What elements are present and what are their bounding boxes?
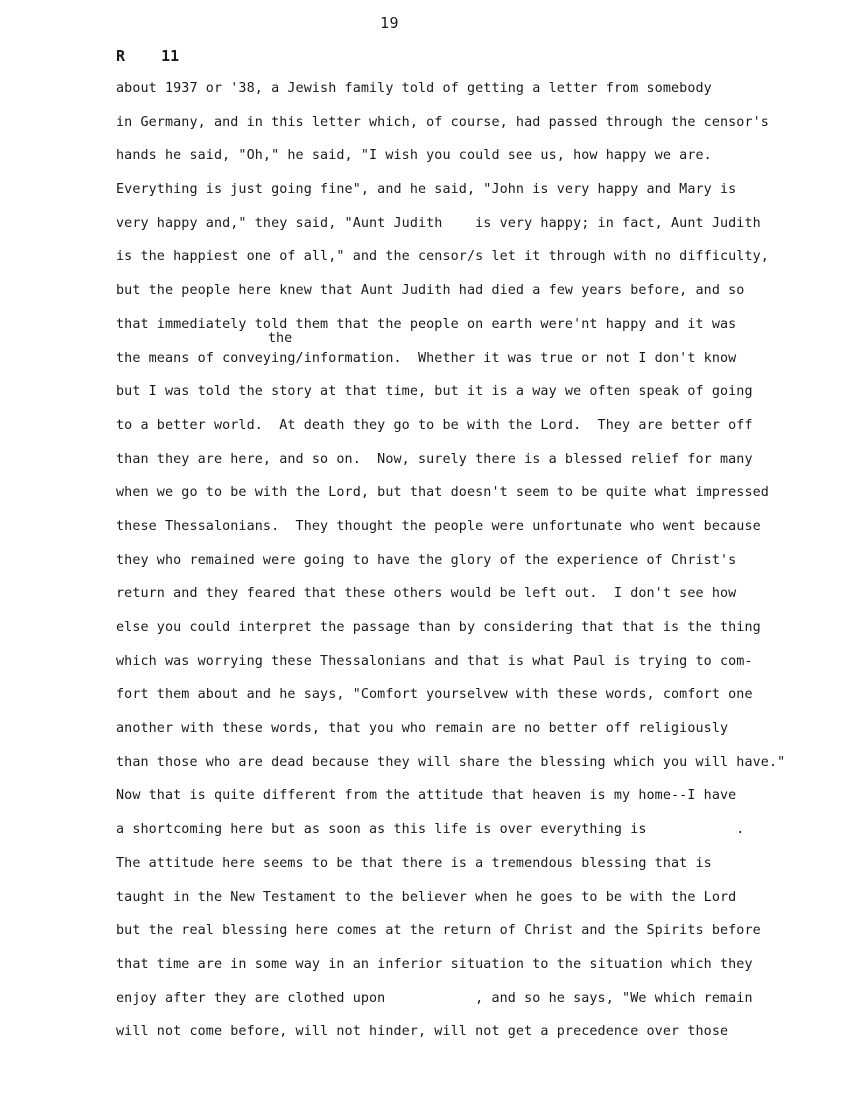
text-line: but the people here knew that Aunt Judith had died a few years before, and so [116, 283, 745, 299]
text-line: return and they feared that these others would be left out. I don't see how [116, 586, 737, 602]
text-line: The attitude here seems to be that there is a tremendous blessing that is [116, 855, 712, 871]
text-line: will not come before, will not hinder, will not get a precedence over those [116, 1024, 729, 1040]
text-line: that immediately told them that the people on earth were'nt happy and it was [116, 316, 737, 332]
text-line: another with these words, that you who remain are no better off religiously [116, 721, 729, 737]
text-line: a shortcoming here but as soon as this life is over everything is . [116, 822, 745, 838]
text-line: they who remained were going to have the glory of the experience of Christ's [116, 552, 737, 568]
text-line: when we go to be with the Lord, but that doesn't seem to be quite what impressed [116, 485, 769, 501]
text-line: the means of conveying/information. Whether it was true or not I don't know [116, 350, 737, 366]
text-line: fort them about and he says, "Comfort yourselvew with these words, comfort one [116, 687, 753, 703]
text-line: but I was told the story at that time, but it is a way we often speak of going [116, 384, 753, 400]
text-line: enjoy after they are clothed upon , and so he says, "We which remain [116, 990, 753, 1006]
text-line: which was worrying these Thessalonians and that is what Paul is trying to com- [116, 653, 753, 669]
text-line: taught in the New Testament to the believer when he goes to be with the Lord [116, 889, 737, 905]
interlinear-insertion: the [268, 331, 293, 346]
text-line: than they are here, and so on. Now, surely there is a blessed relief for many [116, 451, 753, 467]
text-line: is the happiest one of all," and the censor/s let it through with no difficulty, [116, 249, 769, 265]
text-line: else you could interpret the passage than by considering that that is the thing [116, 620, 761, 635]
text-line: in Germany, and in this letter which, of course, had passed through the censor's [116, 114, 769, 130]
text-line: Now that is quite different from the attitude that heaven is my home--I have [116, 788, 737, 804]
text-line: Everything is just going fine", and he said, "John is very happy and Mary is [116, 182, 737, 198]
text-line: than those who are dead because they will share the blessing which you will have." [116, 754, 786, 770]
text-line: to a better world. At death they go to be with the Lord. They are better off [116, 417, 753, 433]
page-number: 19 [380, 14, 400, 32]
typed-body-text [116, 78, 816, 1055]
text-line: about 1937 or '38, a Jewish family told of getting a letter from somebody [116, 81, 712, 96]
text-line: hands he said, "Oh," he said, "I wish you could see us, how happy we are. [116, 148, 712, 164]
text-line: these Thessalonians. They thought the people were unfortunate who went because [116, 518, 761, 534]
text-line: but the real blessing here comes at the return of Christ and the Spirits before [116, 923, 761, 939]
section-marker: R 11 [116, 47, 180, 65]
text-line: very happy and," they said, "Aunt Judith is very happy; in fact, Aunt Judith [116, 215, 761, 231]
text-line: that time are in some way in an inferior situation to the situation which they [116, 956, 753, 972]
